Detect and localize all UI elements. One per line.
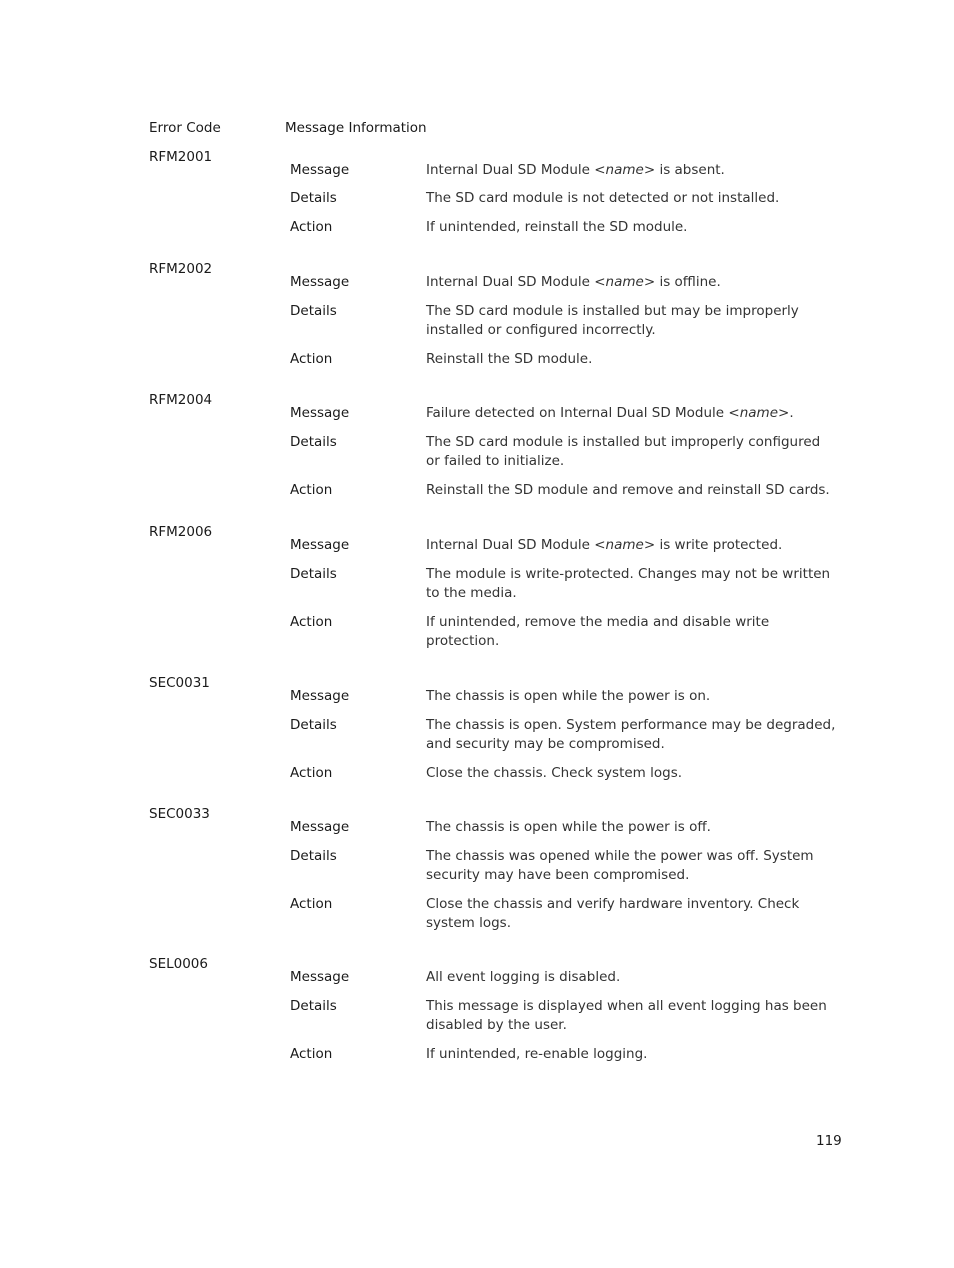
details-label: Details [290,717,337,733]
message-text: All event logging is disabled. [426,969,621,985]
message-variable: name [605,537,644,553]
error-code: RFM2001 [149,149,213,165]
error-entry-sec0031 [149,674,839,781]
details-label: Details [290,303,337,319]
column-header-error-code: Error Code [149,120,221,136]
action-label: Action [290,219,333,235]
message-label: Message [290,162,350,178]
message-label: Message [290,405,350,421]
message-text: Failure detected on Internal Dual SD Module <name>. [426,405,794,421]
action-label: Action [290,351,333,367]
action-label: Action [290,1046,333,1062]
error-entry-rfm2002 [149,260,839,367]
details-text: The chassis was opened while the power was off. System security may have been compromised. [426,848,814,883]
details-text: This message is displayed when all event logging has been disabled by the user. [426,998,827,1033]
column-header-message-information: Message Information [285,120,427,136]
action-text: Close the chassis and verify hardware inventory. Check system logs. [426,896,800,931]
details-text: The SD card module is installed but may be improperly installed or configured incorrectly. [426,303,799,338]
message-label: Message [290,537,350,553]
error-code: SEC0031 [149,675,210,691]
error-code: RFM2002 [149,261,213,277]
error-code: RFM2006 [149,524,213,540]
page-number: 119 [816,1133,842,1149]
error-entry-rfm2001 [149,148,839,235]
action-text: Close the chassis. Check system logs. [426,765,683,781]
action-label: Action [290,765,333,781]
message-label: Message [290,819,350,835]
message-text: The chassis is open while the power is off. [426,819,711,835]
action-text: If unintended, remove the media and disable write protection. [426,614,770,649]
action-text: If unintended, reinstall the SD module. [426,219,688,235]
action-text: If unintended, re-enable logging. [426,1046,648,1062]
details-text: The chassis is open. System performance may be degraded, and security may be compromised. [426,717,836,752]
message-text: The chassis is open while the power is on. [426,688,711,704]
error-entry-sec0033 [149,805,839,931]
error-entry-rfm2004 [149,391,839,498]
action-text: Reinstall the SD module and remove and reinstall SD cards. [426,482,830,498]
message-text: Internal Dual SD Module <name> is absent. [426,162,725,178]
action-label: Action [290,896,333,912]
message-label: Message [290,969,350,985]
details-label: Details [290,566,337,582]
details-text: The module is write-protected. Changes may not be written to the media. [426,566,831,601]
error-code: SEL0006 [149,956,208,972]
action-text: Reinstall the SD module. [426,351,593,367]
error-entry-rfm2006 [149,523,839,649]
message-variable: name [605,274,644,290]
action-label: Action [290,614,333,630]
details-label: Details [290,190,337,206]
error-entry-sel0006 [149,955,839,1062]
message-label: Message [290,274,350,290]
details-label: Details [290,998,337,1014]
action-label: Action [290,482,333,498]
message-text: Internal Dual SD Module <name> is write protected. [426,537,783,553]
error-code: SEC0033 [149,806,210,822]
message-variable: name [739,405,779,421]
details-text: The SD card module is not detected or not installed. [426,190,780,206]
message-text: Internal Dual SD Module <name> is offline. [426,274,721,290]
details-label: Details [290,848,337,864]
message-variable: name [605,162,644,178]
error-code: RFM2004 [149,392,213,408]
details-label: Details [290,434,337,450]
details-text: The SD card module is installed but improperly configured or failed to initialize. [426,434,821,469]
message-label: Message [290,688,350,704]
